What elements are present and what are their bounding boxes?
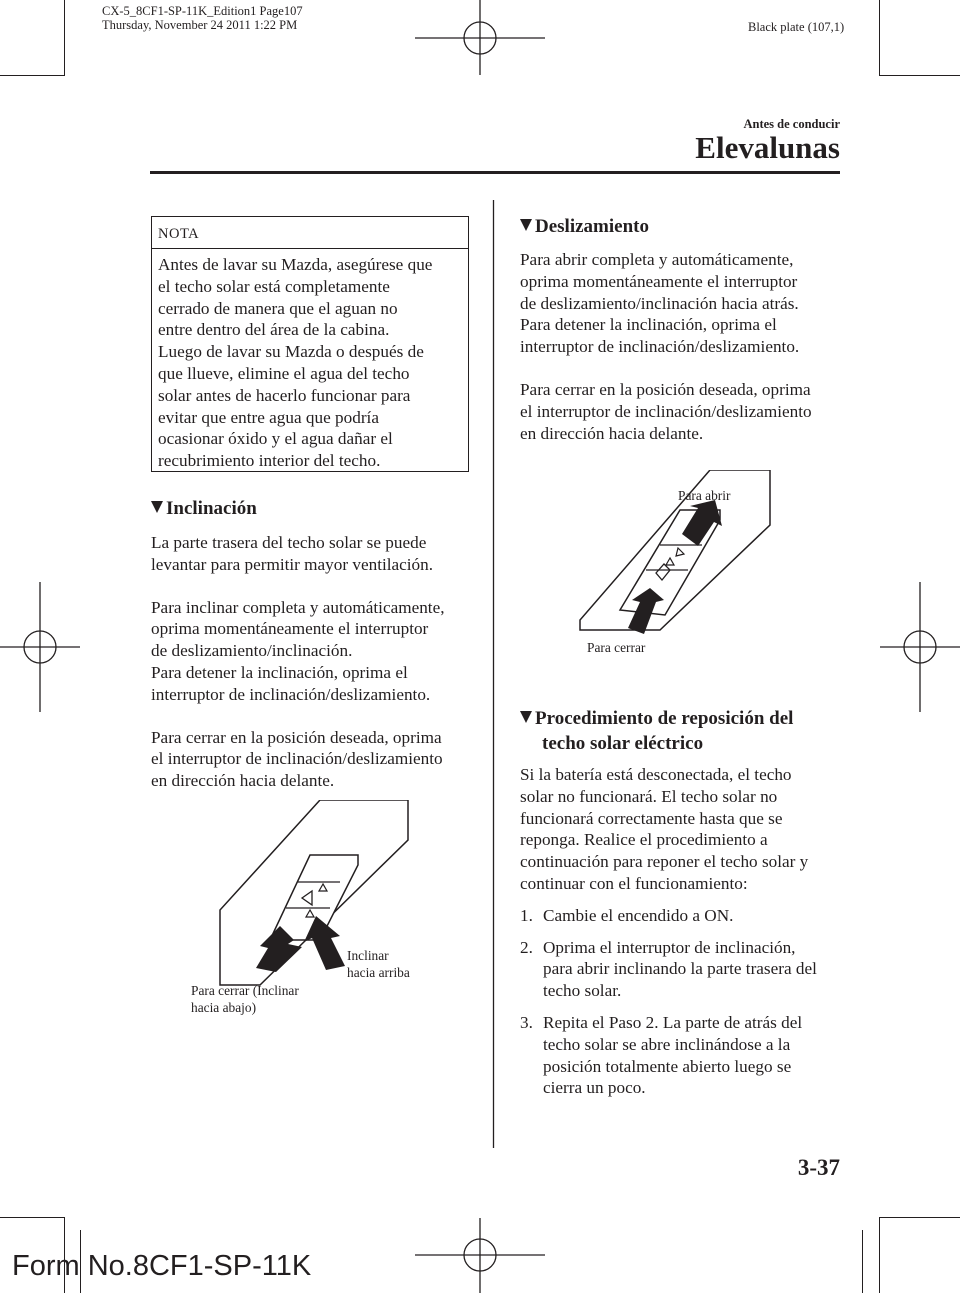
text-line: Para detener la inclinación, oprima el [520,315,777,335]
procedimiento-heading-text: Procedimiento de reposición del [535,708,794,729]
figure-label-line: Para cerrar (Inclinar [191,983,299,998]
text-line: en dirección hacia delante. [151,771,335,791]
step-line: para abrir inclinando la parte trasera del [543,959,817,979]
text-line: el interruptor de inclinación/deslizamiento [151,749,443,769]
step-item [520,1012,855,1099]
page-title: Elevalunas [695,130,840,165]
triangle-bullet-icon [520,219,532,231]
inclinacion-text [151,532,481,792]
text-line: Para cerrar en la posición deseada, oprima [151,727,442,747]
procedimiento-heading-line [520,706,793,731]
step-line: posición totalmente abierto luego se [543,1056,792,1076]
procedimiento-heading-line2: techo solar eléctrico [542,733,704,754]
deslizamiento-heading [520,214,649,239]
text-line: reponga. Realice el procedimiento a [520,830,768,850]
figure-label-tilt-up [347,948,410,981]
note-line: entre dentro del área de la cabina. [158,320,390,340]
note-line: solar antes de hacerlo funcionar para [158,385,411,405]
step-line: techo solar. [543,981,622,1001]
text-line: Para cerrar en la posición deseada, oprima [520,379,811,399]
text-line: Para detener la inclinación, oprima el [151,662,408,682]
deslizamiento-heading-text: Deslizamiento [535,216,649,237]
note-line: que llueve, elimine el agua del techo [158,363,410,383]
text-line: Para abrir completa y automáticamente, [520,250,794,269]
text-line: Si la batería está desconectada, el techo [520,765,792,784]
procedimiento-text [520,764,855,1099]
print-job-info [102,4,303,32]
note-line: Antes de lavar su Mazda, asegúrese que [158,255,433,274]
text-line: en dirección hacia delante. [520,423,704,443]
step-number: 1. [520,905,533,925]
procedimiento-heading [520,706,793,756]
text-line: interruptor de inclinación/deslizamiento. [520,337,800,357]
step-number: 3. [520,1012,533,1032]
text-line: de deslizamiento/inclinación hacia atrás. [520,293,799,313]
inclinacion-heading-text: Inclinación [166,498,257,519]
note-line: Luego de lavar su Mazda o después de [158,342,424,362]
step-number: 2. [520,937,533,957]
step-item [520,937,855,1002]
triangle-bullet-icon [520,711,532,723]
header-rule [150,171,840,174]
triangle-bullet-icon [151,501,163,513]
note-line: recubrimiento interior del techo. [158,451,381,471]
text-line: continuar con el funcionamiento: [520,873,748,893]
step-line: cierra un poco. [543,1078,646,1098]
figure-label-close: Para cerrar [587,640,646,655]
text-line: La parte trasera del techo solar se puede [151,533,427,552]
step-line: Cambie el encendido a ON. [543,905,734,925]
figure-label-close-tilt [191,983,299,1016]
inclinacion-heading [151,496,257,521]
note-line: evitar que entre agua que podría [158,407,379,427]
note-line: ocasionar óxido y el agua dañar el [158,429,393,449]
deslizamiento-text [520,249,850,444]
text-line: interruptor de inclinación/deslizamiento. [151,684,431,704]
text-line: el interruptor de inclinación/deslizamiento [520,401,812,421]
text-line: oprima momentáneamente el interruptor [151,619,429,639]
text-line: oprima momentáneamente el interruptor [520,271,798,291]
text-line: funcionará correctamente hasta que se [520,808,783,828]
figure-label-line: Inclinar [347,948,389,963]
figure-label-line: hacia abajo) [191,999,257,1015]
print-job-line: CX-5_8CF1-SP-11K_Edition1 Page107 [102,4,303,18]
section-title: Antes de conducir [743,117,840,131]
page-number: 3-37 [797,1155,840,1180]
step-line: techo solar se abre inclinándose a la [543,1034,791,1054]
note-line: cerrado de manera que el aguan no [158,298,398,318]
text-line: continuación para reponer el techo solar y [520,852,809,872]
text-line: de deslizamiento/inclinación. [151,641,353,661]
plate-label: Black plate (107,1) [748,20,845,34]
figure-label-line: hacia arriba [347,964,410,980]
step-item [520,905,855,927]
note-line: el techo solar está completamente [158,276,390,296]
text-line: solar no funcionará. El techo solar no [520,786,778,806]
text-line: Para inclinar completa y automáticamente, [151,597,445,617]
step-line: Repita el Paso 2. La parte de atrás del [543,1012,803,1032]
print-date-line: Thursday, November 24 2011 1:22 PM [102,18,298,32]
form-number: Form No.8CF1-SP-11K [12,1250,312,1282]
figure-label-open: Para abrir [678,488,731,503]
text-line: levantar para permitir mayor ventilación. [151,554,434,574]
note-title: NOTA [152,217,468,249]
note-box [151,216,469,472]
note-body [152,249,468,472]
step-line: Oprima el interruptor de inclinación, [543,937,796,957]
